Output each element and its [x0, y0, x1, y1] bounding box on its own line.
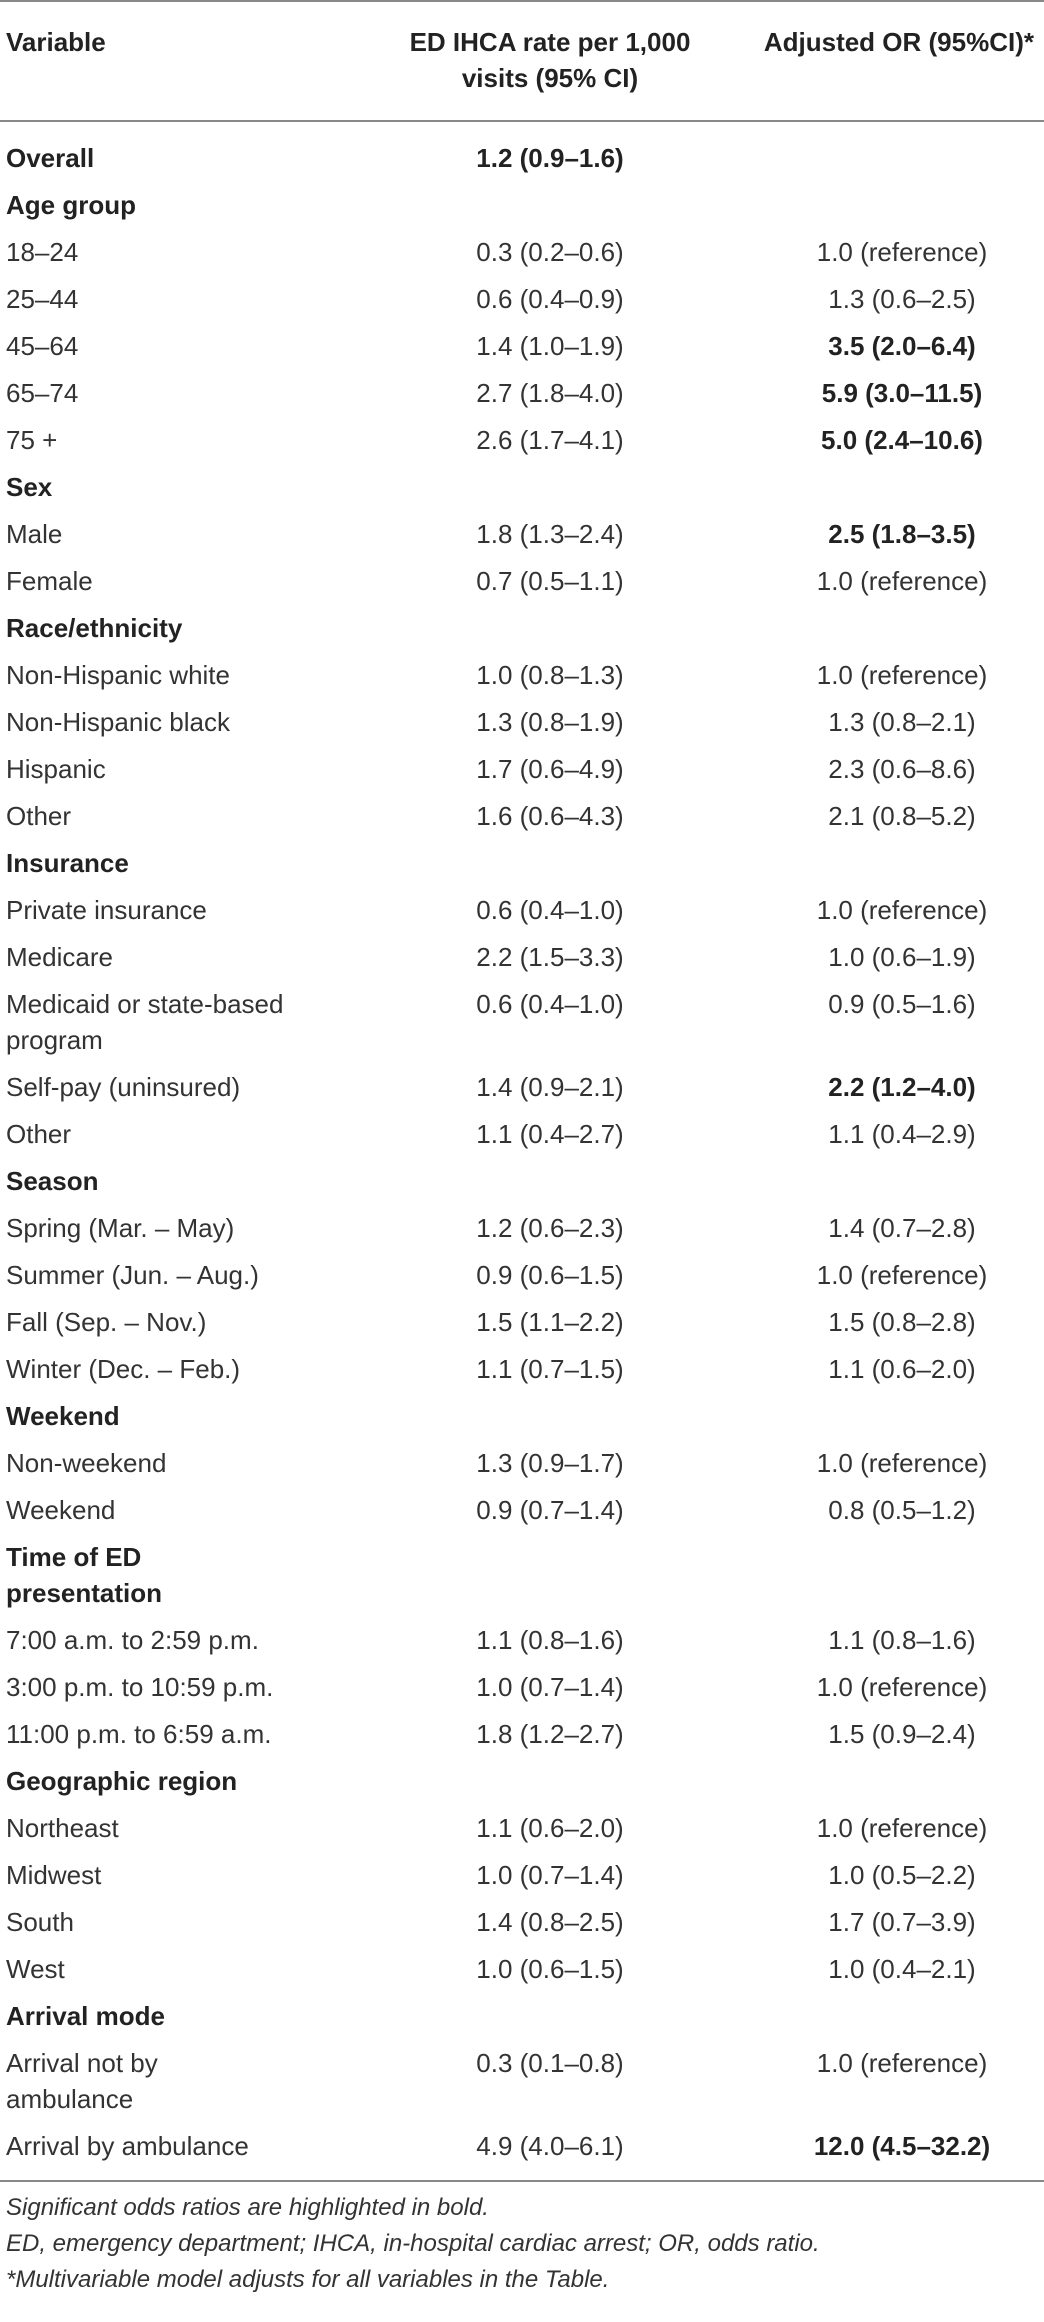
cell-variable: Arrival by ambulance	[6, 2131, 249, 2161]
cell-variable: 25–44	[6, 284, 79, 314]
cell-variable: Northeast	[6, 1813, 119, 1843]
table-row	[0, 887, 1044, 934]
cell-adjusted-or	[720, 605, 1044, 652]
cell-rate: 0.7 (0.5–1.1)	[476, 566, 624, 596]
table-group-row	[0, 605, 1044, 652]
cell-adjusted-or: 1.0 (reference)	[816, 1260, 988, 1290]
cell-variable: Overall	[6, 143, 95, 173]
cell-rate: 1.0 (0.7–1.4)	[476, 1860, 624, 1890]
cell-rate	[380, 182, 720, 229]
cell-adjusted-or: 1.0 (reference)	[816, 566, 988, 596]
table-row	[0, 1664, 1044, 1711]
table-group-row	[0, 1158, 1044, 1205]
cell-rate: 1.3 (0.8–1.9)	[476, 707, 624, 737]
table-row	[0, 1299, 1044, 1346]
cell-variable: Winter (Dec. – Feb.)	[6, 1354, 241, 1384]
header-rate: ED IHCA rate per 1,000 visits (95% CI)	[380, 1, 720, 121]
cell-rate: 2.2 (1.5–3.3)	[476, 942, 624, 972]
cell-variable: 3:00 p.m. to 10:59 p.m.	[6, 1672, 274, 1702]
cell-adjusted-or: 1.0 (0.4–2.1)	[828, 1954, 976, 1984]
cell-adjusted-or: 3.5 (2.0–6.4)	[828, 331, 976, 361]
cell-variable: Midwest	[6, 1860, 102, 1890]
cell-adjusted-or: 1.0 (0.6–1.9)	[828, 942, 976, 972]
cell-rate	[380, 1158, 720, 1205]
cell-variable: Sex	[6, 472, 53, 502]
table-group-row	[0, 121, 1044, 182]
cell-adjusted-or: 0.9 (0.5–1.6)	[828, 989, 976, 1019]
table-row	[0, 1617, 1044, 1664]
cell-adjusted-or: 1.4 (0.7–2.8)	[828, 1213, 976, 1243]
cell-rate: 1.0 (0.7–1.4)	[476, 1672, 624, 1702]
table-group-row	[0, 1534, 1044, 1617]
table-row	[0, 1064, 1044, 1111]
cell-adjusted-or: 1.7 (0.7–3.9)	[828, 1907, 976, 1937]
cell-variable: South	[6, 1907, 74, 1937]
table-row	[0, 276, 1044, 323]
cell-variable: 65–74	[6, 378, 79, 408]
table-row	[0, 934, 1044, 981]
cell-rate: 0.6 (0.4–1.0)	[476, 989, 624, 1019]
cell-adjusted-or	[720, 1758, 1044, 1805]
cell-adjusted-or	[720, 1393, 1044, 1440]
cell-variable: Weekend	[6, 1401, 120, 1431]
table-group-row	[0, 1993, 1044, 2040]
table-row	[0, 2040, 1044, 2123]
cell-variable: Summer (Jun. – Aug.)	[6, 1260, 259, 1290]
table-row	[0, 1440, 1044, 1487]
cell-rate: 0.3 (0.1–0.8)	[476, 2048, 624, 2078]
cell-rate: 1.7 (0.6–4.9)	[476, 754, 624, 784]
cell-adjusted-or: 12.0 (4.5–32.2)	[813, 2131, 991, 2161]
table-row	[0, 558, 1044, 605]
cell-variable: Medicaid or state-based program	[6, 989, 284, 1055]
cell-adjusted-or: 2.2 (1.2–4.0)	[828, 1072, 976, 1102]
table-row	[0, 746, 1044, 793]
cell-rate: 1.0 (0.8–1.3)	[476, 660, 624, 690]
table-row	[0, 1252, 1044, 1299]
cell-rate: 0.6 (0.4–1.0)	[476, 895, 624, 925]
cell-rate: 1.8 (1.3–2.4)	[476, 519, 624, 549]
table-group-row	[0, 182, 1044, 229]
table-row	[0, 699, 1044, 746]
table-group-row	[0, 840, 1044, 887]
cell-variable: Non-Hispanic black	[6, 707, 230, 737]
cell-variable: Insurance	[6, 848, 129, 878]
table-row	[0, 1899, 1044, 1946]
cell-variable: Other	[6, 1119, 72, 1149]
cell-adjusted-or: 1.0 (0.5–2.2)	[828, 1860, 976, 1890]
cell-adjusted-or: 1.0 (reference)	[816, 237, 988, 267]
cell-adjusted-or: 1.0 (reference)	[816, 1672, 988, 1702]
cell-rate: 1.4 (1.0–1.9)	[476, 331, 624, 361]
cell-variable: 7:00 a.m. to 2:59 p.m.	[6, 1625, 259, 1655]
cell-adjusted-or: 0.8 (0.5–1.2)	[828, 1495, 976, 1525]
cell-adjusted-or: 1.5 (0.8–2.8)	[828, 1307, 976, 1337]
cell-rate: 1.2 (0.6–2.3)	[476, 1213, 624, 1243]
cell-adjusted-or	[720, 464, 1044, 511]
table-row	[0, 2123, 1044, 2181]
cell-adjusted-or	[720, 182, 1044, 229]
table-row	[0, 1946, 1044, 1993]
cell-rate: 2.7 (1.8–4.0)	[476, 378, 624, 408]
cell-adjusted-or	[720, 840, 1044, 887]
cell-adjusted-or: 1.1 (0.4–2.9)	[828, 1119, 976, 1149]
cell-variable: Arrival not by ambulance	[6, 2048, 158, 2114]
cell-variable: 11:00 p.m. to 6:59 a.m.	[6, 1719, 272, 1749]
table-row	[0, 1346, 1044, 1393]
cell-rate	[380, 464, 720, 511]
cell-variable: Geographic region	[6, 1766, 238, 1796]
cell-adjusted-or: 1.5 (0.9–2.4)	[828, 1719, 976, 1749]
cell-adjusted-or: 2.5 (1.8–3.5)	[828, 519, 976, 549]
cell-rate	[380, 1758, 720, 1805]
cell-adjusted-or: 1.0 (reference)	[816, 660, 988, 690]
footnote-model: *Multivariable model adjusts for all variables in the Table.	[6, 2266, 610, 2293]
cell-variable: Weekend	[6, 1495, 116, 1525]
cell-variable: Other	[6, 801, 72, 831]
cell-adjusted-or	[720, 1534, 1044, 1617]
cell-rate: 1.1 (0.4–2.7)	[476, 1119, 624, 1149]
cell-rate: 1.3 (0.9–1.7)	[476, 1448, 624, 1478]
footnote-row	[0, 2181, 1044, 2298]
cell-variable: Private insurance	[6, 895, 207, 925]
cell-rate: 1.1 (0.6–2.0)	[476, 1813, 624, 1843]
cell-variable: Self-pay (uninsured)	[6, 1072, 241, 1102]
cell-adjusted-or: 1.0 (reference)	[816, 895, 988, 925]
footnote-bold: Significant odds ratios are highlighted in bold.	[6, 2194, 489, 2221]
cell-adjusted-or	[720, 1158, 1044, 1205]
table-row	[0, 1711, 1044, 1758]
cell-variable: West	[6, 1954, 65, 1984]
cell-adjusted-or: 1.0 (reference)	[816, 1448, 988, 1478]
cell-variable: Fall (Sep. – Nov.)	[6, 1307, 207, 1337]
cell-rate: 1.1 (0.8–1.6)	[476, 1625, 624, 1655]
table-row	[0, 229, 1044, 276]
cell-adjusted-or: 1.1 (0.6–2.0)	[828, 1354, 976, 1384]
cell-variable: Age group	[6, 190, 136, 220]
cell-adjusted-or: 5.9 (3.0–11.5)	[821, 378, 983, 408]
cell-rate: 2.6 (1.7–4.1)	[476, 425, 624, 455]
cell-adjusted-or: 1.3 (0.8–2.1)	[828, 707, 976, 737]
cell-variable: Time of ED presentation	[6, 1542, 163, 1608]
header-variable: Variable	[0, 1, 380, 121]
table-row	[0, 511, 1044, 558]
cell-rate	[380, 1993, 720, 2040]
cell-rate: 1.6 (0.6–4.3)	[476, 801, 624, 831]
cell-variable: Male	[6, 519, 63, 549]
cell-rate: 0.6 (0.4–0.9)	[476, 284, 624, 314]
footnote-abbreviations: ED, emergency department; IHCA, in-hospital cardiac arrest; OR, odds ratio.	[6, 2230, 820, 2257]
cell-variable: Medicare	[6, 942, 113, 972]
cell-variable: Season	[6, 1166, 99, 1196]
cell-rate: 1.2 (0.9–1.6)	[476, 143, 624, 173]
cell-variable: Female	[6, 566, 93, 596]
cell-rate: 1.4 (0.8–2.5)	[476, 1907, 624, 1937]
cell-variable: 18–24	[6, 237, 79, 267]
cell-variable: Arrival mode	[6, 2001, 165, 2031]
cell-rate: 1.5 (1.1–2.2)	[476, 1307, 624, 1337]
cell-adjusted-or: 2.3 (0.6–8.6)	[828, 754, 976, 784]
cell-adjusted-or: 5.0 (2.4–10.6)	[821, 425, 983, 455]
header-adjusted-or: Adjusted OR (95%CI)*	[720, 1, 1044, 121]
cell-rate: 1.4 (0.9–2.1)	[476, 1072, 624, 1102]
cell-rate: 1.8 (1.2–2.7)	[476, 1719, 624, 1749]
cell-variable: Race/ethnicity	[6, 613, 183, 643]
table-group-row	[0, 1393, 1044, 1440]
cell-rate	[380, 605, 720, 652]
cell-adjusted-or: 1.0 (reference)	[816, 1813, 988, 1843]
table-row	[0, 1852, 1044, 1899]
cell-variable: Spring (Mar. – May)	[6, 1213, 235, 1243]
cell-adjusted-or: 2.1 (0.8–5.2)	[828, 801, 976, 831]
cell-adjusted-or	[720, 121, 1044, 182]
table-row	[0, 981, 1044, 1064]
cell-rate	[380, 1393, 720, 1440]
table-group-row	[0, 464, 1044, 511]
table-body	[0, 121, 1044, 2181]
cell-rate	[380, 840, 720, 887]
cell-rate	[380, 1534, 720, 1617]
cell-variable: Non-weekend	[6, 1448, 167, 1478]
cell-rate: 1.1 (0.7–1.5)	[476, 1354, 624, 1384]
table-group-row	[0, 1758, 1044, 1805]
table-row	[0, 417, 1044, 464]
footnotes	[0, 2181, 1044, 2298]
table-row	[0, 1805, 1044, 1852]
cell-rate: 4.9 (4.0–6.1)	[476, 2131, 624, 2161]
table-row	[0, 1111, 1044, 1158]
table-row	[0, 323, 1044, 370]
cell-adjusted-or: 1.3 (0.6–2.5)	[828, 284, 976, 314]
cell-rate: 0.9 (0.7–1.4)	[476, 1495, 624, 1525]
table-header-row	[0, 1, 1044, 121]
cell-adjusted-or: 1.0 (reference)	[816, 2048, 988, 2078]
cell-variable: 45–64	[6, 331, 79, 361]
table-row	[0, 1205, 1044, 1252]
cell-variable: Hispanic	[6, 754, 106, 784]
table-row	[0, 1487, 1044, 1534]
cell-adjusted-or	[720, 1993, 1044, 2040]
cell-rate: 0.9 (0.6–1.5)	[476, 1260, 624, 1290]
cell-variable: 75 +	[6, 425, 58, 455]
table-row	[0, 370, 1044, 417]
table-row	[0, 652, 1044, 699]
table-row	[0, 793, 1044, 840]
cell-adjusted-or: 1.1 (0.8–1.6)	[828, 1625, 976, 1655]
cell-rate: 0.3 (0.2–0.6)	[476, 237, 624, 267]
cell-variable: Non-Hispanic white	[6, 660, 230, 690]
cell-rate: 1.0 (0.6–1.5)	[476, 1954, 624, 1984]
